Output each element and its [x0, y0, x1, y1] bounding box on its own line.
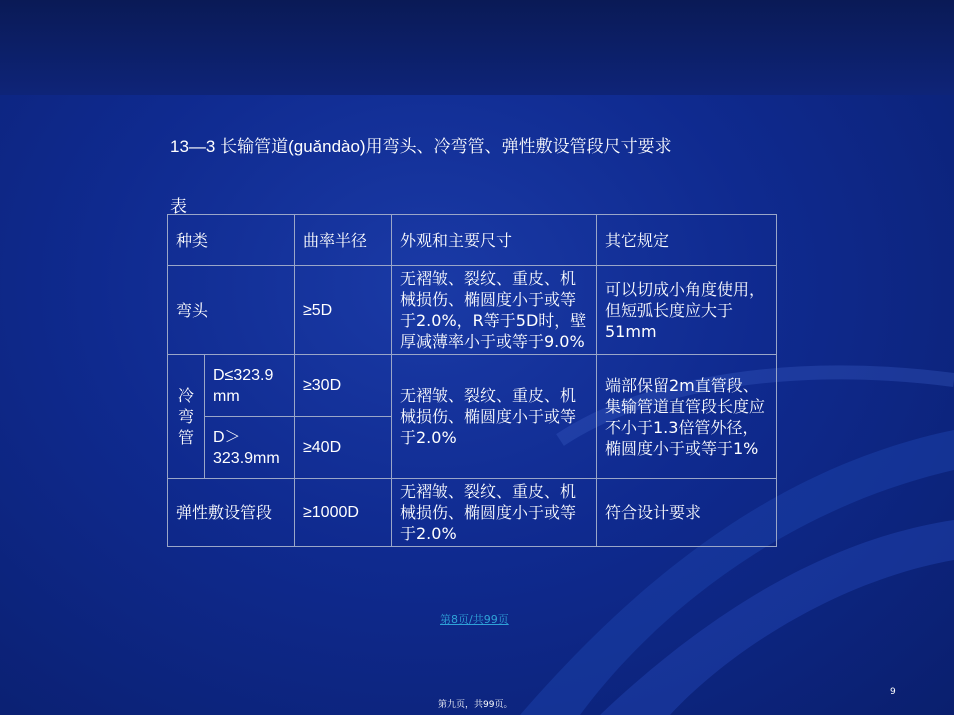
page-number: 9: [890, 687, 896, 697]
cell-radius-elbow: ≥5D: [295, 266, 392, 355]
page-info: 第九页，共99页。: [438, 700, 513, 710]
cell-type-elastic: 弹性敷设管段: [168, 479, 295, 547]
table-row-elbow: [168, 266, 777, 355]
cell-other-cold-bend: 端部保留2m直管段、集输管道直管段长度应不小于1.3倍管外径，椭圆度小于或等于1%: [597, 355, 777, 479]
table-caption: 表: [170, 197, 187, 217]
header-type: 种类: [168, 215, 295, 266]
cell-other-elastic: 符合设计要求: [597, 479, 777, 547]
table-row-cold-bend-1: [168, 355, 777, 417]
header-other: 其它规定: [597, 215, 777, 266]
cell-appearance-cold-bend: 无褶皱、裂纹、重皮、机械损伤、椭圆度小于或等于2.0%: [392, 355, 597, 479]
table-header-row: [168, 215, 777, 266]
cell-other-elbow: 可以切成小角度使用，但短弧长度应大于51mm: [597, 266, 777, 355]
page-title: 13—3 长输管道(guǎndào)用弯头、冷弯管、弹性敷设管段尺寸要求: [170, 137, 672, 156]
cell-appearance-elbow: 无褶皱、裂纹、重皮、机械损伤、椭圆度小于或等于2.0%，R等于5D时，壁厚减薄率小于或等于9.0%: [392, 266, 597, 355]
cell-radius-elastic: ≥1000D: [295, 479, 392, 547]
cell-sub2-label: D＞323.9mm: [205, 417, 295, 479]
cell-type-cold-bend: 冷弯管: [168, 355, 205, 479]
page-link[interactable]: 第8页/共99页: [440, 613, 509, 626]
header-radius: 曲率半径: [295, 215, 392, 266]
spec-table: [167, 214, 777, 547]
cell-sub1-radius: ≥30D: [295, 355, 392, 417]
cell-appearance-elastic: 无褶皱、裂纹、重皮、机械损伤、椭圆度小于或等于2.0%: [392, 479, 597, 547]
header-appearance: 外观和主要尺寸: [392, 215, 597, 266]
cell-sub2-radius: ≥40D: [295, 417, 392, 479]
table-row-elastic: [168, 479, 777, 547]
cell-type-elbow: 弯头: [168, 266, 295, 355]
cell-sub1-label: D≤323.9 mm: [205, 355, 295, 417]
